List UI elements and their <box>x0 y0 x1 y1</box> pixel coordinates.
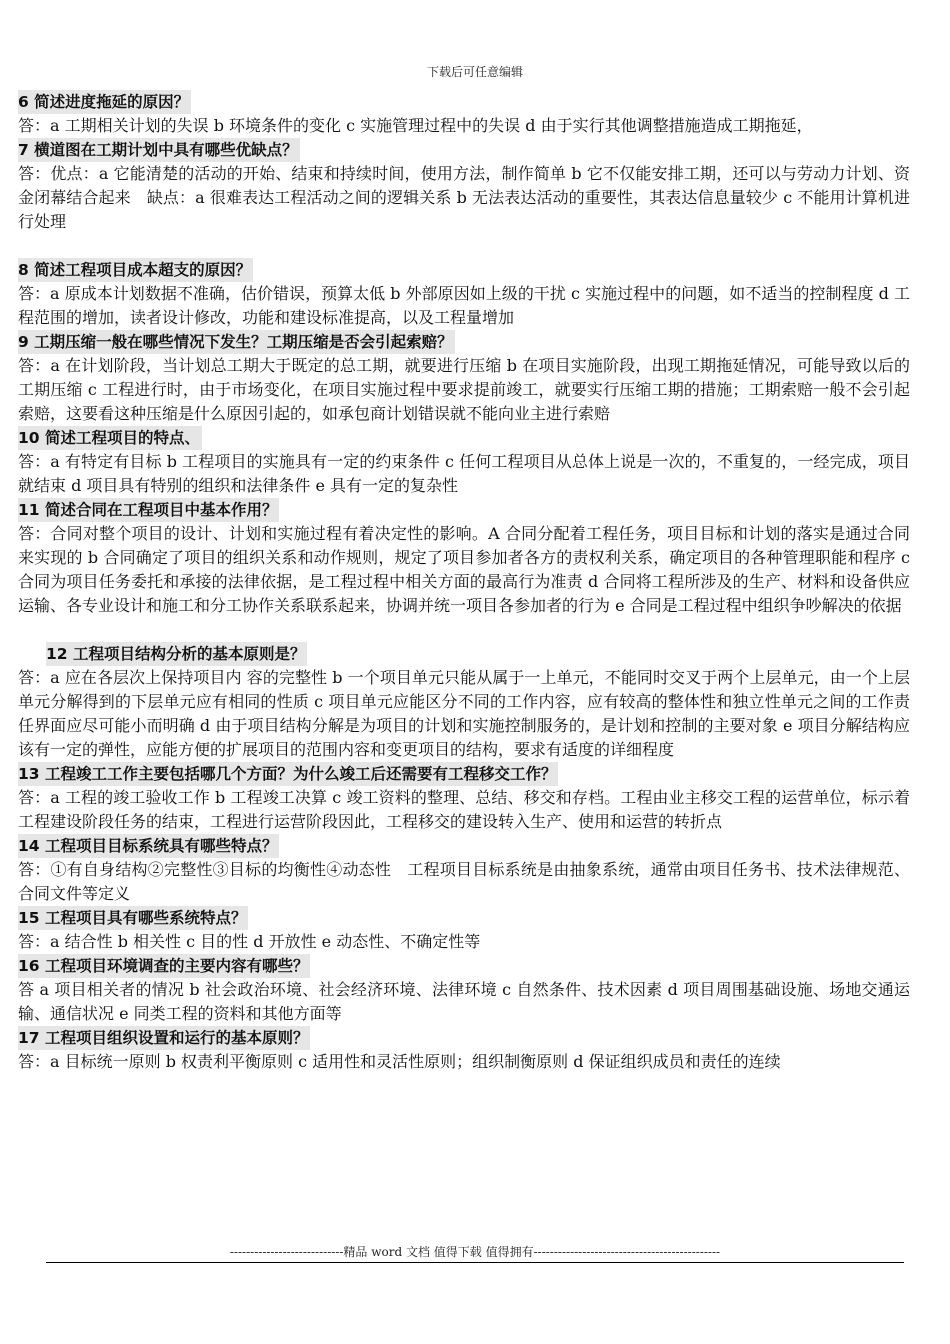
qa-item <box>18 642 910 762</box>
qa-item <box>18 834 910 906</box>
qa-item <box>18 1026 910 1074</box>
question-heading: 13 工程竣工工作主要包括哪几个方面？为什么竣工后还需要有工程移交工作？ <box>18 762 558 786</box>
qa-item <box>18 498 910 618</box>
question-heading: 7 横道图在工期计划中具有哪些优缺点？ <box>18 138 300 162</box>
qa-item <box>18 90 910 138</box>
question-heading: 12 工程项目结构分析的基本原则是？ <box>46 642 307 666</box>
question-heading: 6 简述进度拖延的原因？ <box>18 90 191 114</box>
page-footer: ----------------------------精品 word 文档 值得下载 值得拥有---------------------------------------------- <box>229 1245 721 1259</box>
answer-text: 答：a 目标统一原则 b 权责利平衡原则 c 适用性和灵活性原则；组织制衡原则 d 保证组织成员和责任的连续 <box>18 1052 781 1071</box>
qa-item <box>18 426 910 498</box>
qa-item <box>18 138 910 234</box>
answer-text: 答：合同对整个项目的设计、计划和实施过程有着决定性的影响。A 合同分配着工程任务，项目目标和计划的落实是通过合同来实现的 b 合同确定了项目的组织关系和动作规则，规定了项目参加者各方的责权利关系，确定项目的各种管理职能和程序 c 合同为项目任务委托和承接的法律依据，是工程过程中相关方面的最高行为准责 d 合同将工程所涉及的生产、材料和设备供应运输、各专业设计和施工和分工协作关系联系起来，协调并统一项目各参加者的行为 e 合同是工程过程中组织争吵解决的依据 <box>18 524 910 615</box>
answer-text: 答：a 结合性 b 相关性 c 目的性 d 开放性 e 动态性、不确定性等 <box>18 932 481 951</box>
page-header: 下载后可任意编辑 <box>426 65 523 79</box>
answer-text: 答：a 有特定有目标 b 工程项目的实施具有一定的约束条件 c 任何工程项目从总体上说是一次的，不重复的，一经完成，项目就结束 d 项目具有特别的组织和法律条件 e 具有一定的复杂性 <box>18 452 910 495</box>
answer-text: 答：a 工期相关计划的失误 b 环境条件的变化 c 实施管理过程中的失误 d 由于实行其他调整措施造成工期拖延， <box>18 116 813 135</box>
question-heading: 8 简述工程项目成本超支的原因？ <box>18 258 253 282</box>
answer-text: 答：a 原成本计划数据不准确，估价错误，预算太低 b 外部原因如上级的干扰 c 实施过程中的问题，如不适当的控制程度 d 工程范围的增加，读者设计修改，功能和建设标准提高，以及工程量增加 <box>18 284 910 327</box>
blank-line <box>18 618 910 642</box>
answer-text: 答：a 应在各层次上保持项目内 容的完整性 b 一个项目单元只能从属于一上单元，不能同时交叉于两个上层单元，由一个上层单元分解得到的下层单元应有相同的性质 c 项目单元应能区分不同的工作内容，应有较高的整体性和独立性单元之间的工作责任界面应尽可能小而明确 d 由于项目结构分解是为项目的计划和实施控制服务的，是计划和控制的主要对象 e 项目分解结构应该有一定的弹性，应能方便的扩展项目的范围内容和变更项目的结构，要求有适度的详细程度 <box>18 668 910 759</box>
answer-text: 答：a 工程的竣工验收工作 b 工程竣工决算 c 竣工资料的整理、总结、移交和存档。工程由业主移交工程的运营单位，标示着工程建设阶段任务的结束，工程进行运营阶段因此，工程移交的建设转入生产、使用和运营的转折点 <box>18 788 910 831</box>
answer-text: 答：a 在计划阶段，当计划总工期大于既定的总工期，就要进行压缩 b 在项目实施阶段，出现工期拖延情况，可能导致以后的工期压缩 c 工程进行时，由于市场变化，在项目实施过程中要求提前竣工，就要实行压缩工期的措施；工期索赔一般不会引起索赔，这要看这种压缩是什么原因引起的，如承包商计划错误就不能向业主进行索赔 <box>18 356 910 423</box>
qa-item <box>18 954 910 1026</box>
blank-line <box>18 234 910 258</box>
question-heading: 10 简述工程项目的特点、 <box>18 426 202 450</box>
question-heading: 17 工程项目组织设置和运行的基本原则？ <box>18 1026 310 1050</box>
question-heading: 14 工程项目目标系统具有哪些特点？ <box>18 834 279 858</box>
document-body <box>18 90 910 1074</box>
question-heading: 11 简述合同在工程项目中基本作用？ <box>18 498 279 522</box>
qa-item <box>18 906 910 954</box>
qa-item <box>18 258 910 330</box>
answer-text: 答：优点：a 它能清楚的活动的开始、结束和持续时间，使用方法，制作简单 b 它不仅能安排工期，还可以与劳动力计划、资金闭幕结合起来 缺点：a 很难表达工程活动之间的逻辑关系 b 无法表达活动的重要性，其表达信息量较少 c 不能用计算机进行处理 <box>18 164 910 231</box>
answer-text: 答 a 项目相关者的情况 b 社会政治环境、社会经济环境、法律环境 c 自然条件、技术因素 d 项目周围基础设施、场地交通运输、通信状况 e 同类工程的资料和其他方面等 <box>18 980 910 1023</box>
footer-divider <box>46 1262 904 1263</box>
question-heading: 15 工程项目具有哪些系统特点？ <box>18 906 248 930</box>
question-heading: 9 工期压缩一般在哪些情况下发生？工期压缩是否会引起索赔？ <box>18 330 455 354</box>
question-heading: 16 工程项目环境调查的主要内容有哪些？ <box>18 954 310 978</box>
qa-item <box>18 330 910 426</box>
answer-text: 答：①有自身结构②完整性③目标的均衡性④动态性 工程项目目标系统是由抽象系统，通常由项目任务书、技术法律规范、合同文件等定义 <box>18 860 910 903</box>
qa-item <box>18 762 910 834</box>
